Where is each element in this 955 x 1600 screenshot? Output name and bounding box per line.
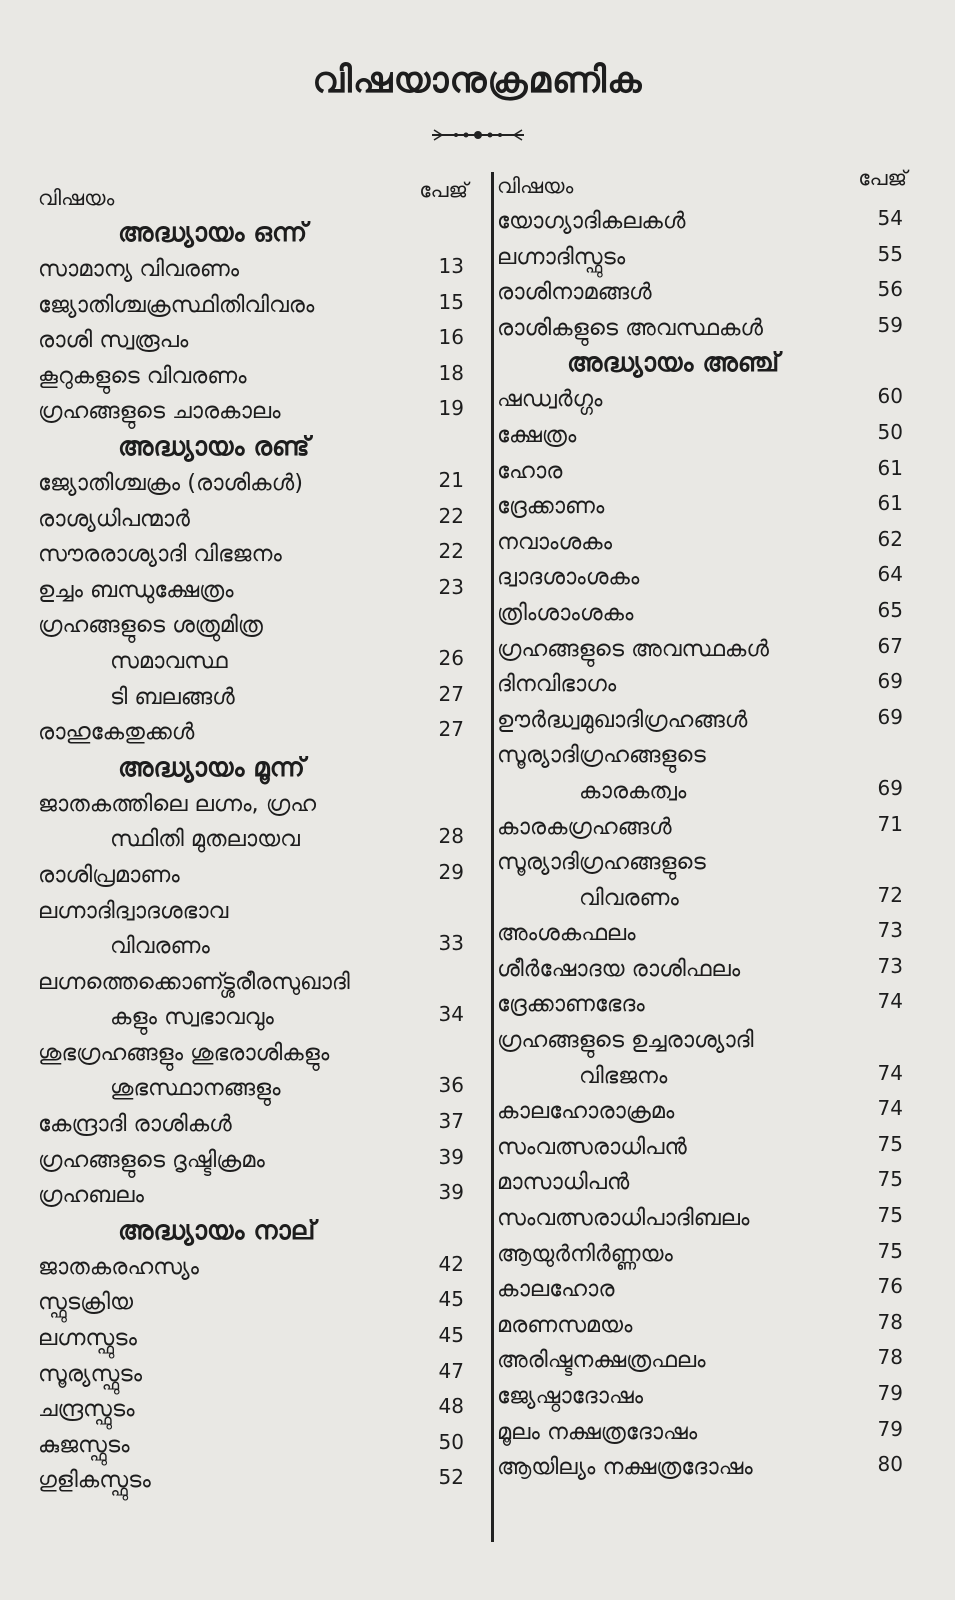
contents-entry (497, 987, 907, 1023)
contents-entry (38, 787, 468, 823)
entry-title: സ്ഥിതി മുതലായവ (110, 826, 300, 853)
contents-entry (38, 502, 468, 538)
entry-page-number: 72 (877, 882, 903, 907)
page-title: വിഷയാനുക്രമണിക (312, 60, 643, 101)
contents-entry (38, 680, 468, 716)
chapter-heading (38, 430, 468, 466)
contents-column-right (497, 166, 907, 1486)
chapter-title: അദ്ധ്യായം മൂന്ന് (118, 752, 305, 783)
contents-entry (38, 1178, 468, 1214)
entry-page-number: 54 (877, 206, 903, 230)
contents-entry (38, 644, 468, 680)
entry-title: വിവരണം (110, 933, 210, 960)
chapter-heading (497, 346, 907, 382)
entry-page-number: 75 (877, 1203, 903, 1228)
contents-entry (497, 1023, 907, 1059)
entry-title: ഗ്രഹങ്ങളുടെ ശത്രുമിത്ര (38, 612, 263, 639)
entry-title: ജ്യോതിശ്ചക്രസ്ഥിതിവിവരം (38, 291, 315, 318)
contents-entry (38, 359, 468, 395)
entry-page-number: 79 (877, 1381, 903, 1405)
entry-page-number: 23 (438, 574, 464, 599)
contents-entry (38, 1250, 468, 1286)
entry-page-number: 71 (877, 811, 903, 836)
contents-entry (497, 1379, 907, 1415)
contents-column-left (38, 178, 468, 1499)
contents-entry (497, 454, 907, 490)
entry-title: ജാതകത്തിലെ ലഗ്നം, ഗ്രഹ (38, 790, 317, 817)
contents-entry (497, 952, 907, 988)
entry-title: ജ്യോതിശ്ചക്രം (രാശികൾ) (38, 469, 303, 496)
entry-title: ആയില്യം നക്ഷത്രദോഷം (497, 1454, 753, 1481)
entry-title: കളും സ്വഭാവവും (110, 1004, 274, 1031)
entry-page-number: 79 (877, 1416, 903, 1441)
entry-title: ദ്രേക്കാണഭേദം (497, 991, 645, 1018)
entry-page-number: 61 (877, 491, 903, 516)
contents-entry (38, 608, 468, 644)
entry-title: ലഗ്നസ്ഫുടം (38, 1325, 137, 1352)
entry-title: രാശ്യധിപന്മാർ (38, 505, 190, 532)
contents-entry (497, 810, 907, 846)
contents-entry (38, 466, 468, 502)
entry-page-number: 73 (877, 953, 903, 978)
entry-title: കൂറുകളുടെ വിവരണം (38, 362, 247, 389)
entry-page-number: 39 (438, 1180, 464, 1205)
entry-page-number: 75 (877, 1131, 903, 1156)
entry-page-number: 34 (438, 1002, 464, 1027)
entry-title: രാശികളുടെ അവസ്ഥകൾ (497, 314, 764, 341)
entry-page-number: 78 (877, 1345, 903, 1370)
entry-page-number: 45 (438, 1287, 464, 1312)
entry-page-number: 18 (438, 360, 464, 385)
entry-page-number: 52 (438, 1465, 464, 1490)
contents-entry (38, 965, 468, 1001)
entry-title: സാമാന്യ വിവരണം (38, 256, 240, 282)
entry-title: ആയുർനിർണ്ണയം (497, 1240, 673, 1267)
entry-title: യോഗ്യാദികലകൾ (497, 208, 686, 234)
entry-page-number: 75 (877, 1238, 903, 1263)
contents-entry (497, 632, 907, 668)
entry-page-number: 39 (438, 1144, 464, 1169)
entry-page-number: 74 (877, 1096, 903, 1121)
entry-page-number: 16 (438, 325, 464, 350)
chapter-title: അദ്ധ്യായം ഒന്ന് (118, 218, 308, 248)
chapter-heading (38, 1214, 468, 1250)
entry-title: മൂലം നക്ഷത്രദോഷം (497, 1418, 698, 1445)
contents-entry (497, 1450, 907, 1486)
chapter-title: അദ്ധ്യായം നാല് (118, 1215, 316, 1246)
contents-entry (38, 822, 468, 858)
entry-title: സ്ഫുടക്രിയ (38, 1289, 133, 1316)
entry-page-number: 45 (438, 1323, 464, 1348)
entry-title: വിവരണം (579, 884, 679, 911)
entry-page-number: 69 (877, 704, 903, 729)
entry-title: രാശിനാമങ്ങൾ (497, 279, 652, 306)
contents-entry (497, 1130, 907, 1166)
entry-title: രാശി സ്വരൂപം (38, 327, 189, 354)
contents-entry (497, 1059, 907, 1095)
entry-page-number: 59 (877, 312, 903, 337)
contents-list (38, 216, 468, 1499)
contents-entry (38, 858, 468, 894)
entry-title: ഷഡ്വർഗ്ഗം (497, 386, 603, 413)
entry-title: കാരകഗ്രഹങ്ങൾ (497, 813, 672, 840)
entry-page-number: 26 (438, 645, 464, 670)
contents-entry (497, 1201, 907, 1237)
ornament-divider-icon (432, 128, 524, 142)
contents-entry (38, 1143, 468, 1179)
entry-title: ഉച്ചം ബന്ധുക്ഷേത്രം (38, 576, 234, 603)
entry-title: അരിഷ്ടനക്ഷത്രഫലം (497, 1347, 706, 1374)
contents-entry (497, 667, 907, 703)
entry-title: സൂര്യാദിഗ്രഹങ്ങളുടെ (497, 849, 706, 876)
entry-page-number: 74 (877, 1060, 903, 1085)
entry-page-number: 36 (438, 1073, 464, 1098)
entry-title: ഗ്രഹങ്ങളുടെ അവസ്ഥകൾ (497, 635, 769, 662)
contents-entry (497, 774, 907, 810)
entry-title: കാരകത്വം (579, 777, 687, 804)
subject-heading: വിഷയം (38, 186, 115, 210)
entry-title: അംശകഫലം (497, 920, 636, 947)
entry-page-number: 56 (877, 277, 903, 302)
contents-entry (38, 1392, 468, 1428)
entry-title: ലഗ്നാദിദ്വാദശഭാവ (38, 897, 229, 924)
entry-title: ചന്ദ്രസ്ഫുടം (38, 1396, 135, 1423)
entry-page-number: 61 (877, 455, 903, 480)
entry-page-number: 64 (877, 562, 903, 587)
contents-entry (38, 715, 468, 751)
entry-page-number: 22 (438, 503, 464, 528)
chapter-title: അദ്ധ്യായം അഞ്ച് (567, 348, 780, 379)
entry-page-number: 62 (877, 526, 903, 551)
contents-entry (497, 560, 907, 596)
contents-entry (497, 311, 907, 347)
contents-entry (38, 1463, 468, 1499)
column-divider (491, 172, 494, 1542)
entry-title: ക്ഷേത്രം (497, 421, 577, 448)
entry-title: വിഭജനം (579, 1062, 668, 1089)
contents-entry (38, 1036, 468, 1072)
entry-title: ടി ബലങ്ങൾ (110, 683, 235, 710)
entry-title: ദ്വാദശാംശകം (497, 564, 640, 591)
contents-entry (38, 252, 468, 288)
entry-page-number: 75 (877, 1167, 903, 1192)
entry-title: സംവത്സരാധിപൻ (497, 1133, 687, 1160)
contents-entry (497, 916, 907, 952)
entry-title: മാസാധിപൻ (497, 1169, 630, 1196)
entry-page-number: 48 (438, 1394, 464, 1419)
contents-entry (38, 1107, 468, 1143)
contents-entry (38, 1000, 468, 1036)
contents-entry (497, 204, 907, 240)
contents-entry (38, 537, 468, 573)
contents-entry (38, 1285, 468, 1321)
entry-page-number: 21 (438, 467, 464, 492)
contents-entry (497, 1237, 907, 1273)
contents-entry (497, 1343, 907, 1379)
contents-entry (38, 1071, 468, 1107)
contents-entry (497, 845, 907, 881)
entry-title: രാഹുകേതുക്കൾ (38, 719, 195, 746)
entry-title: ശുഭഗ്രഹങ്ങളും ശുഭരാശികളും (38, 1039, 330, 1066)
entry-page-number: 76 (877, 1274, 903, 1299)
contents-entry (38, 288, 468, 324)
subject-heading: വിഷയം (497, 174, 574, 198)
entry-title: ഗുളികസ്ഫുടം (38, 1467, 151, 1494)
contents-entry (38, 573, 468, 609)
entry-page-number: 50 (877, 419, 903, 444)
entry-title: ത്രിംശാംശകം (497, 599, 634, 626)
contents-entry (38, 929, 468, 965)
entry-title: സംവത്സരാധിപാദിബലം (497, 1205, 750, 1232)
entry-title: കേന്ദ്രാദി രാശികൾ (38, 1111, 232, 1138)
entry-title: ഗ്രഹങ്ങളുടെ ദൃഷ്ടിക്രമം (38, 1146, 265, 1173)
entry-page-number: 78 (877, 1309, 903, 1334)
entry-page-number: 55 (877, 241, 903, 266)
entry-title: ഗ്രഹങ്ങളുടെ ചാരകാലം (38, 398, 281, 425)
contents-list (497, 204, 907, 1486)
contents-entry (497, 596, 907, 632)
contents-entry (497, 1308, 907, 1344)
entry-page-number: 69 (877, 775, 903, 800)
entry-page-number: 67 (877, 633, 903, 658)
contents-entry (497, 703, 907, 739)
entry-page-number: 74 (877, 989, 903, 1014)
page-heading: പേജ് (858, 166, 907, 190)
entry-title: സൂര്യസ്ഫുടം (38, 1360, 143, 1387)
contents-entry (38, 894, 468, 930)
contents-entry (497, 1272, 907, 1308)
entry-title: ജാതകരഹസ്യം (38, 1253, 199, 1280)
contents-entry (497, 275, 907, 311)
contents-entry (497, 525, 907, 561)
chapter-title: അദ്ധ്യായം രണ്ട് (118, 431, 310, 462)
entry-title: ദ്രേക്കാണം (497, 493, 605, 520)
entry-title: രാശിപ്രമാണം (38, 861, 180, 888)
entry-page-number: 28 (438, 824, 464, 849)
entry-title: നവാംശകം (497, 528, 613, 555)
entry-page-number: 42 (438, 1251, 464, 1276)
entry-title: ഗ്രഹബലം (38, 1182, 144, 1209)
contents-entry (38, 1321, 468, 1357)
entry-title: ശുഭസ്ഥാനങ്ങളും (110, 1075, 281, 1102)
entry-page-number: 27 (438, 717, 464, 742)
contents-entry (497, 382, 907, 418)
contents-entry (497, 1415, 907, 1451)
entry-page-number: 80 (877, 1452, 903, 1477)
contents-entry (38, 1428, 468, 1464)
entry-page-number: 27 (438, 681, 464, 706)
entry-title: മരണസമയം (497, 1311, 633, 1338)
contents-entry (497, 738, 907, 774)
entry-page-number: 60 (877, 384, 903, 409)
entry-title: ജ്യേഷ്ഠാദോഷം (497, 1383, 644, 1409)
entry-title: ഊർദ്ധ്വമുഖാദിഗ്രഹങ്ങൾ (497, 706, 748, 733)
entry-title: ലഗ്നത്തെക്കൊണ്ട്ശരീരസുഖാദി (38, 968, 350, 995)
entry-page-number: 19 (438, 396, 464, 421)
column-header (497, 166, 907, 204)
chapter-heading (38, 216, 468, 252)
column-header (38, 178, 468, 216)
entry-page-number: 50 (438, 1429, 464, 1454)
contents-entry (497, 881, 907, 917)
chapter-heading (38, 751, 468, 787)
contents-entry (497, 418, 907, 454)
entry-page-number: 15 (438, 289, 464, 314)
entry-page-number: 37 (438, 1109, 464, 1134)
entry-page-number: 22 (438, 539, 464, 564)
entry-page-number: 69 (877, 669, 903, 694)
entry-page-number: 29 (438, 859, 464, 884)
contents-entry (497, 240, 907, 276)
entry-title: കാലഹോരാക്രമം (497, 1098, 675, 1125)
entry-title: ശീർഷോദയ രാശിഫലം (497, 955, 741, 982)
contents-entry (497, 1094, 907, 1130)
contents-entry (38, 323, 468, 359)
contents-entry (38, 1357, 468, 1393)
entry-page-number: 13 (438, 254, 464, 278)
entry-title: ദിനവിഭാഗം (497, 671, 617, 698)
contents-entry (497, 1165, 907, 1201)
entry-page-number: 65 (877, 597, 903, 622)
contents-entry (38, 394, 468, 430)
entry-title: സമാവസ്ഥ (110, 647, 228, 674)
entry-title: കുജസ്ഫുടം (38, 1431, 130, 1458)
entry-title: സൂര്യാദിഗ്രഹങ്ങളുടെ (497, 742, 706, 769)
entry-page-number: 73 (877, 918, 903, 943)
entry-page-number: 47 (438, 1358, 464, 1383)
page-heading: പേജ് (419, 178, 468, 202)
entry-title: ഗ്രഹങ്ങളുടെ ഉച്ചരാശ്യാദി (497, 1027, 754, 1054)
entry-title: സൗരരാശ്യാദി വിഭജനം (38, 541, 282, 568)
entry-page-number: 33 (438, 931, 464, 956)
entry-title: കാലഹോര (497, 1276, 615, 1303)
entry-title: ഹോര (497, 457, 563, 484)
contents-entry (497, 489, 907, 525)
entry-title: ലഗ്നാദിസ്ഫുടം (497, 243, 626, 270)
